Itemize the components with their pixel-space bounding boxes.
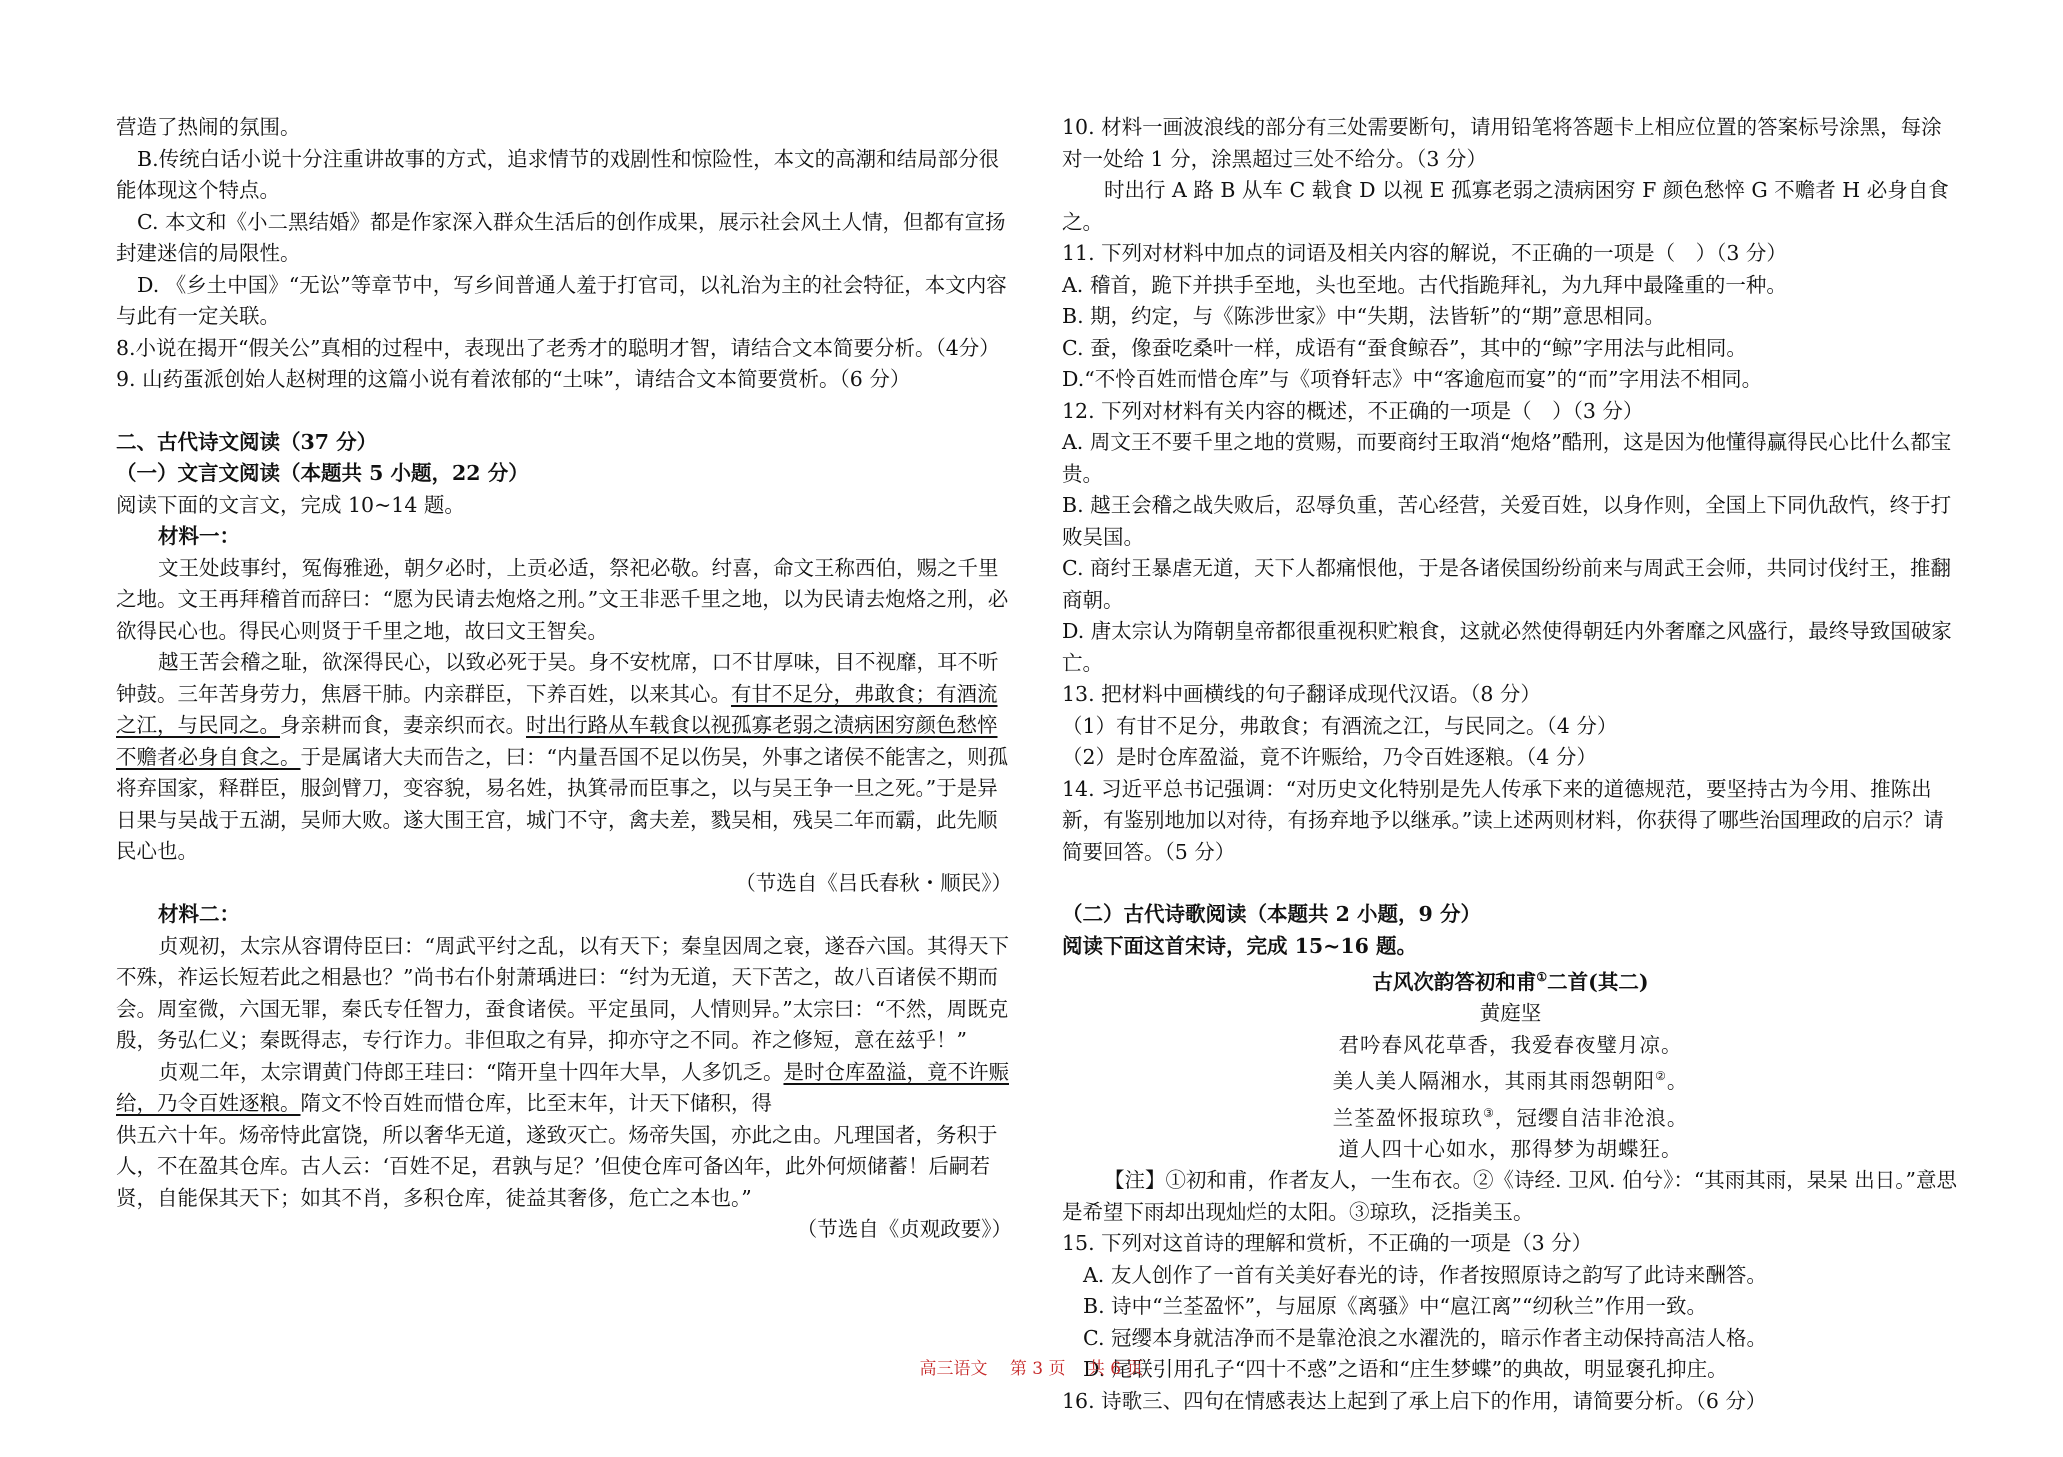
question-8: 8.小说在揭开“假关公”真相的过程中，表现出了老秀才的聪明才智，请结合文本简要分析。（4分） xyxy=(116,335,1000,360)
question-11: 11. 下列对材料中加点的词语及相关内容的解说，不正确的一项是（ ）（3 分） xyxy=(1062,241,1787,265)
poem-author: 黄庭坚 xyxy=(1479,1001,1542,1026)
question-15-option-d: D. 尾联引用孔子“四十不惑”之语和“庄生梦蝶”的典故，明显褒孔抑庄。 xyxy=(1083,1357,1728,1382)
question-11-option-a: A. 稽首，跪下并拱手至地，头也至地。古代指跪拜礼，为九拜中最隆重的一种。 xyxy=(1062,272,1787,297)
underlined-sentence: 有甘不足分，弗敢食；有酒流之江，与民同之。 xyxy=(116,681,998,737)
material-two-paragraph: 供五六十年。炀帝恃此富饶，所以奢华无道，遂致灭亡。炀帝失国，亦此之由。凡理国者，务积于人，不在盈其仓库。古人云：‘百姓不足，君孰与足？’但使仓库可备凶年，此外何烦储蓄！后嗣若贤，自能保其天下；如其不肖，多积仓库，徒益其奢侈，危亡之本也。” xyxy=(116,1122,998,1210)
poem-title: 古风次韵答初和甫①二首(其二) xyxy=(1372,969,1649,994)
question-12-option-b: B. 越王会稽之战失败后，忍辱负重，苦心经营，关爱百姓，以身作则，全国上下同仇敌忾，终于打败吴国。 xyxy=(1062,493,1952,549)
reading-instruction: 阅读下面的文言文，完成 10~14 题。 xyxy=(116,492,465,517)
question-12-option-c: C. 商纣王暴虐无道，天下人都痛恨他，于是各诸侯国纷纷前来与周武王会师，共同讨伐纣王，推翻商朝。 xyxy=(1062,556,1951,612)
question-11-option-d: D.“不怜百姓而惜仓库”与《项脊轩志》中“客逾庖而宴”的“而”字用法不相同。 xyxy=(1062,367,1763,391)
option-c: C. 本文和《小二黑结婚》都是作家深入群众生活后的创作成果，展示社会风土人情，但都有宣扬封建迷信的局限性。 xyxy=(116,209,1006,265)
question-13: 13. 把材料中画横线的句子翻译成现代汉语。（8 分） xyxy=(1062,682,1541,706)
poem-line: 美人美人隔湘水，其雨其雨怨朝阳②。 xyxy=(1332,1069,1689,1094)
subsection-heading: （一）文言文阅读（本题共 5 小题，22 分） xyxy=(116,461,529,485)
question-12-option-d: D. 唐太宗认为隋朝皇帝都很重视积贮粮食，这就必然使得朝廷内外奢靡之风盛行，最终导致国破家亡。 xyxy=(1062,619,1952,675)
poem-notes: 【注】①初和甫，作者友人，一生布衣。②《诗经. 卫风. 伯兮》：“其雨其雨，杲杲 出日。”意思是希望下雨却出现灿烂的太阳。③琼玖，泛指美玉。 xyxy=(1062,1168,1958,1224)
question-15-option-a: A. 友人创作了一首有关美好春光的诗，作者按照原诗之韵写了此诗来酬答。 xyxy=(1083,1262,1767,1287)
section-heading: 二、古代诗文阅读（37 分） xyxy=(116,429,378,454)
material-two-paragraph: 贞观二年，太宗谓黄门侍郎王珪曰：“隋开皇十四年大旱，人多饥乏。是时仓库盈溢，竟不许赈给，乃令百姓逐粮。隋文不怜百姓而惜仓库，比至末年，计天下储积，得 xyxy=(116,1059,1009,1115)
wavy-underlined-sentence: 时出行路从车载食以视孤寡老弱之渍病困穷颜色愁悴不赡者必身自食之。 xyxy=(116,713,998,769)
question-12-option-a: A. 周文王不要千里之地的赏赐，而要商纣王取消“炮烙”酷刑，这是因为他懂得赢得民心比什么都宝贵。 xyxy=(1062,430,1952,486)
question-14: 14. 习近平总书记强调：“对历史文化特别是先人传承下来的道德规范，要坚持古为今用、推陈出新，有鉴别地加以对待，有扬弃地予以继承。”读上述两则材料，你获得了哪些治国理政的启示？请简要回答。（5 分） xyxy=(1062,776,1944,864)
question-15-option-c: C. 冠缨本身就洁净而不是靠沧浪之水濯洗的，暗示作者主动保持高洁人格。 xyxy=(1083,1325,1767,1350)
underlined-sentence: 是时仓库盈溢，竟不许赈给，乃令百姓逐粮。 xyxy=(116,1059,1009,1115)
reading-instruction: 阅读下面这首宋诗，完成 15~16 题。 xyxy=(1062,933,1418,958)
source-citation: （节选自《吕氏春秋・顺民》） xyxy=(735,870,1012,895)
material-one-label: 材料一： xyxy=(158,524,240,548)
subsection-heading: （二）古代诗歌阅读（本题共 2 小题，9 分） xyxy=(1062,902,1481,926)
material-one-paragraph: 文王处歧事纣，冤侮雅逊，朝夕必时，上贡必适，祭祀必敬。纣喜，命文王称西伯，赐之千里之地。文王再拜稽首而辞曰：“愿为民请去炮烙之刑。”文王非恶千里之地，以为民请去炮烙之刑，必欲得民心也。得民心则贤于千里之地，故曰文王智矣。 xyxy=(116,555,1009,643)
poem-line: 君吟春风花草香，我爱春夜璧月凉。 xyxy=(1338,1032,1683,1057)
question-11-option-c: C. 蚕，像蚕吃桑叶一样，成语有“蚕食鲸吞”，其中的“鲸”字用法与此相同。 xyxy=(1062,335,1747,360)
material-two-paragraph: 贞观初，太宗从容谓侍臣曰：“周武平纣之乱，以有天下；秦皇因周之衰，遂吞六国。其得天下不殊，祚运长短若此之相悬也？”尚书右仆射萧瑀进曰：“纣为无道，天下苦之，故八百诸侯不期而会。周室微，六国无罪，秦氏专任智力，蚕食诸侯。平定虽同，人情则异。”太宗曰：“不然，周既克殷，务弘仁义；秦既得志，专行诈力。非但取之有异，抑亦守之不同。祚之修短，意在兹乎！” xyxy=(116,933,1009,1052)
question-15: 15. 下列对这首诗的理解和赏析，不正确的一项是（3 分） xyxy=(1062,1231,1593,1256)
material-two-label: 材料二： xyxy=(158,902,240,926)
question-15-option-b: B. 诗中“兰荃盈怀”，与屈原《离骚》中“扈江离”“纫秋兰”作用一致。 xyxy=(1083,1294,1707,1319)
question-16: 16. 诗歌三、四句在情感表达上起到了承上启下的作用，请简要分析。（6 分） xyxy=(1062,1388,1767,1413)
option-d: D. 《乡土中国》“无讼”等章节中，写乡间普通人羞于打官司，以礼治为主的社会特征，本文内容与此有一定关联。 xyxy=(116,272,1007,328)
question-9: 9. 山药蛋派创始人赵树理的这篇小说有着浓郁的“土味”，请结合文本简要赏析。（6 分） xyxy=(116,367,911,391)
source-citation: （节选自《贞观政要》） xyxy=(796,1217,1012,1241)
question-11-option-b: B. 期，约定，与《陈涉世家》中“失期，法皆斩”的“期”意思相同。 xyxy=(1062,304,1666,328)
right-column xyxy=(1062,112,1959,1417)
poem-line: 兰荃盈怀报琼玖③，冠缨自洁非沧浪。 xyxy=(1332,1105,1689,1130)
material-one-paragraph: 越王苦会稽之耻，欲深得民心，以致必死于吴。身不安枕席，口不甘厚味，目不视靡，耳不听钟鼓。三年苦身劳力，焦唇干肺。内亲群臣，下养百姓，以来其心。有甘不足分，弗敢食；有酒流之江，与民同之。身亲耕而食，妻亲织而衣。时出行路从车载食以视孤寡老弱之渍病困穷颜色愁悴不赡者必身自食之。于是属诸大夫而告之，曰：“内量吾国不足以伤吴，外事之诸侯不能害之，则孤将弃国家，释群臣，服剑臂刀，变容貌，易名姓，执箕帚而臣事之，以与吴王争一旦之死。”于是异日果与吴战于五湖，吴师大败。遂大围王宫，城门不守，禽夫差，戮吴相，残吴二年而霸，此先顺民心也。 xyxy=(116,650,1008,863)
option-b: B.传统白话小说十分注重讲故事的方式，追求情节的戏剧性和惊险性，本文的高潮和结局部分很能体现这个特点。 xyxy=(116,146,1000,202)
continued-text: 营造了热闹的氛围。 xyxy=(116,115,301,139)
question-12: 12. 下列对材料有关内容的概述，不正确的一项是（ ）（3 分） xyxy=(1062,398,1644,423)
left-column xyxy=(116,112,1012,1246)
question-13-part-2: （2）是时仓库盈溢，竟不许赈给，乃令百姓逐粮。（4 分） xyxy=(1062,745,1597,769)
poem-line: 道人四十心如水，那得梦为胡蝶狂。 xyxy=(1338,1136,1683,1161)
question-10-options: 时出行 A 路 B 从车 C 载食 D 以视 E 孤寡老弱之渍病困穷 F 颜色愁悴 G 不赡者 H 必身自食之。 xyxy=(1062,178,1949,234)
page-footer: 高三语文 第 3 页 共 6 页 xyxy=(919,1359,1144,1379)
question-10: 10. 材料一画波浪线的部分有三处需要断句，请用铅笔将答题卡上相应位置的答案标号涂黑，每涂对一处给 1 分，涂黑超过三处不给分。（3 分） xyxy=(1062,115,1942,171)
question-13-part-1: （1）有甘不足分，弗敢食；有酒流之江，与民同之。（4 分） xyxy=(1062,713,1618,738)
